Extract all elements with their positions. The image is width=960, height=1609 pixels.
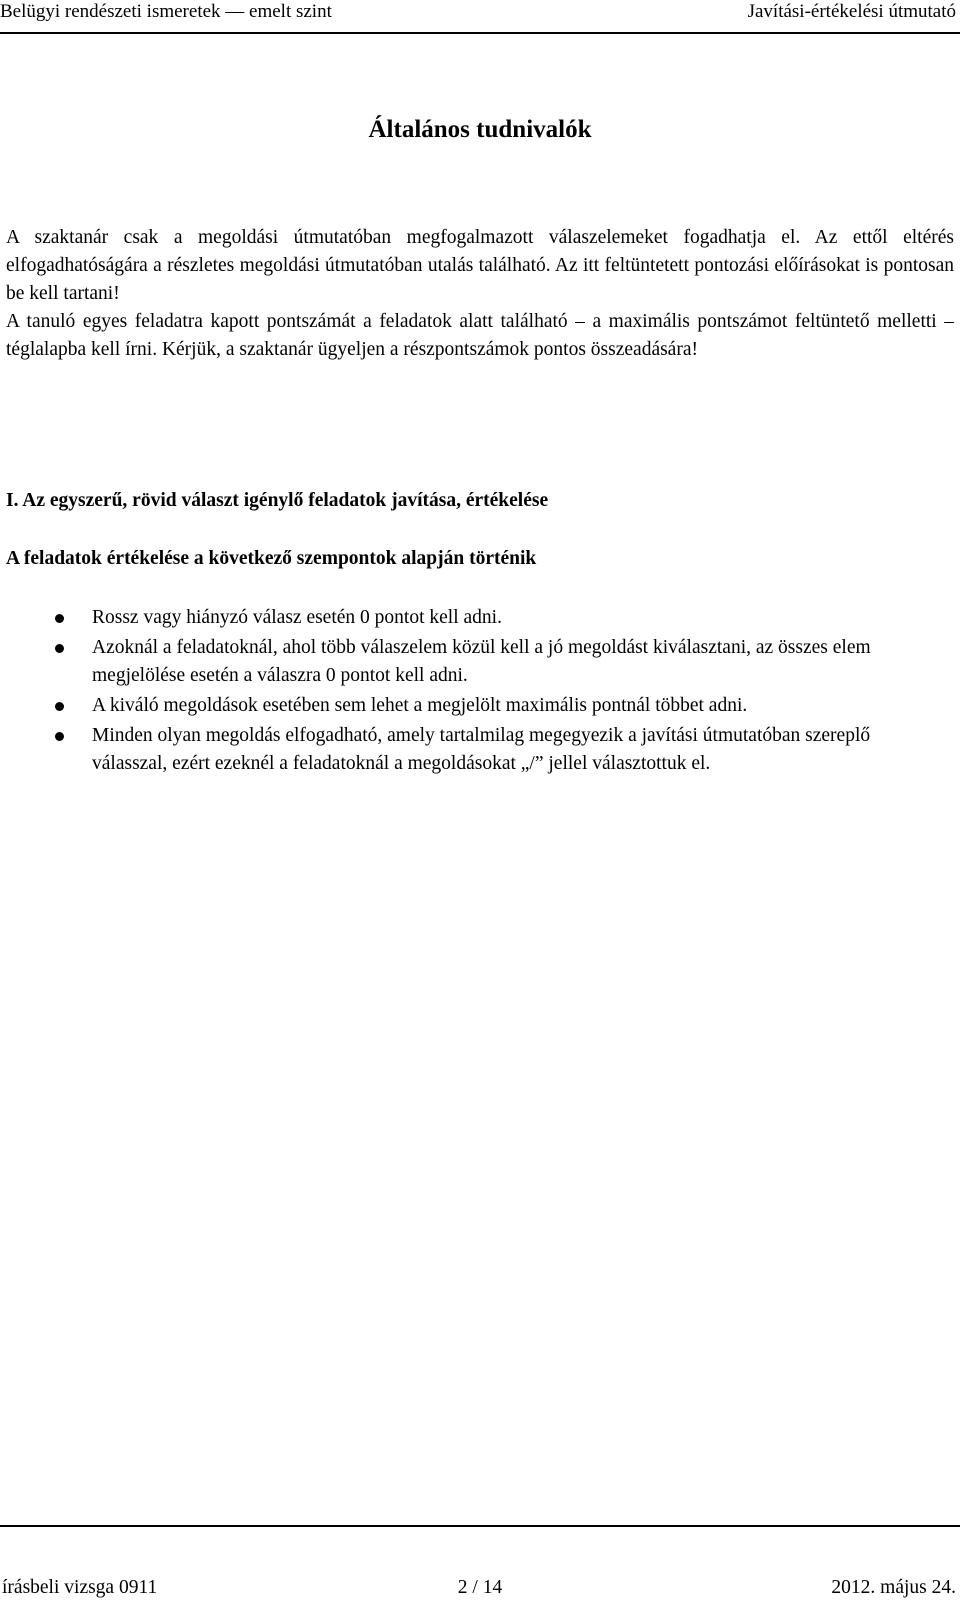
list-item-text: Rossz vagy hiányzó válasz esetén 0 pontot kell adni. <box>92 607 502 628</box>
list-item-text: Azoknál a feladatoknál, ahol több válaszelem közül kell a jó megoldást kiválasztani, az összes elem megjelölése esetén a válaszra 0 pontot kell adni. <box>92 637 871 686</box>
header-subject: Belügyi rendészeti ismeretek — emelt szint <box>0 1 332 22</box>
header-divider <box>0 32 960 34</box>
list-item <box>0 604 960 632</box>
bullet-icon <box>55 732 64 741</box>
footer-date: 2012. május 24. <box>831 1577 956 1598</box>
page-title: Általános tudnivalók <box>368 116 592 143</box>
criteria-list <box>0 604 960 780</box>
section-heading: I. Az egyszerű, rövid választ igénylő feladatok javítása, értékelése <box>6 490 549 511</box>
intro-paragraph-1: A szaktanár csak a megoldási útmutatóban megfogalmazott válaszelemeket fogadhatja el. Az ettől eltérés elfogadhatóságára a részletes megoldási útmutatóban utalás található. Az itt feltüntetett pontozási előírásokat is pontosan be kell tartani! <box>6 227 954 304</box>
bullet-icon <box>55 644 64 653</box>
list-item-text: Minden olyan megoldás elfogadható, amely tartalmilag megegyezik a javítási útmutatóban szereplő válasszal, ezért ezeknél a feladatoknál a megoldásokat „/” jellel választottuk el. <box>92 725 871 774</box>
list-item <box>0 692 960 720</box>
footer-divider <box>0 1525 960 1527</box>
footer-page-number: 2 / 14 <box>457 1577 503 1598</box>
bullet-icon <box>55 702 64 711</box>
intro-text <box>6 224 954 364</box>
list-item <box>0 722 960 778</box>
list-item <box>0 634 960 690</box>
list-item-text: A kiváló megoldások esetében sem lehet a megjelölt maximális pontnál többet adni. <box>92 695 748 716</box>
footer-exam-id: írásbeli vizsga 0911 <box>2 1577 158 1598</box>
page-footer <box>0 1575 960 1603</box>
section-subheading: A feladatok értékelése a következő szempontok alapján történik <box>6 548 537 569</box>
intro-paragraph-2: A tanuló egyes feladatra kapott pontszámát a feladatok alatt található – a maximális pontszámot feltüntető melletti – téglalapba kell írni. Kérjük, a szaktanár ügyeljen a részpontszámok pontos összeadására! <box>6 311 954 360</box>
page-header <box>0 0 960 40</box>
header-doc-type: Javítási-értékelési útmutató <box>747 1 956 22</box>
bullet-icon <box>55 614 64 623</box>
